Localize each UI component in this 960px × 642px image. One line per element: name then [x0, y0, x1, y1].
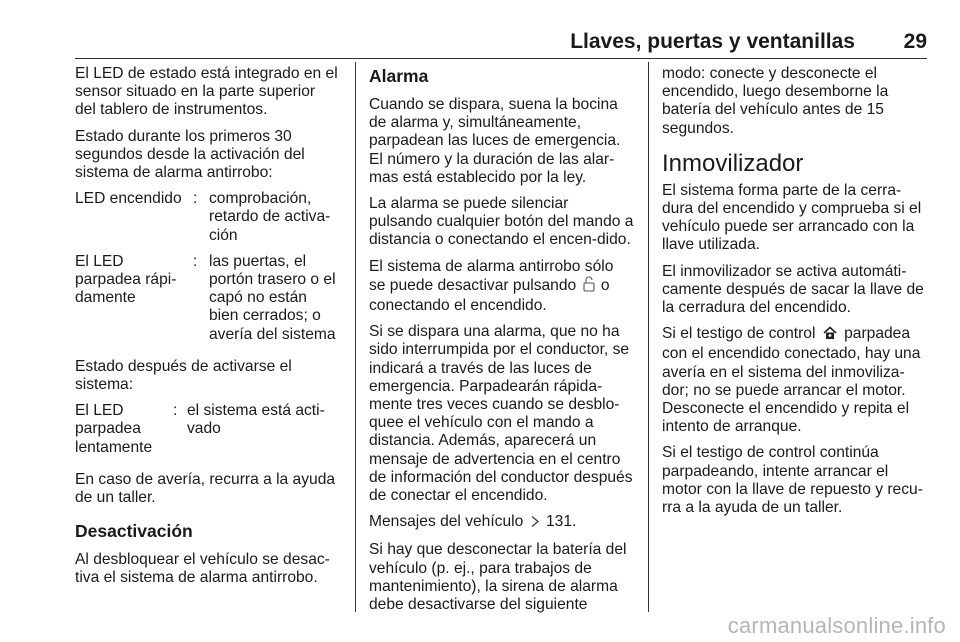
immobilizer-description-paragraph: El sistema forma parte de la cerra-dura del encendido y comprueba si el vehículo puede ser arrancado con la llave utilizada.: [662, 181, 922, 254]
state-term: LED encendido: [75, 190, 182, 208]
column-divider-2: [648, 62, 649, 612]
deactivation-paragraph: Al desbloquear el vehículo se desac-tiva el sistema de alarma antirrobo.: [75, 551, 330, 587]
watermark: carmanualsonline.info: [727, 613, 946, 638]
state-description: comprobación, retardo de activa-ción: [209, 190, 331, 244]
alarm-deactivate-text-a: El sistema de alarma antirrobo sólo se puede desactivar pulsando: [369, 257, 614, 294]
section-title: Llaves, puertas y ventanillas: [570, 30, 855, 53]
alarm-trigger-paragraph: Cuando se dispara, suena la bocina de alarma y, simultáneamente, parpadean las luces de emergencia. El número y la duración de las alar-mas está establecido por la ley.: [369, 96, 621, 186]
heading-alarma: Alarma: [369, 66, 429, 86]
initial-state-paragraph: Estado durante los primeros 30 segundos desde la activación del sistema de alarma antirrobo:: [75, 127, 305, 182]
state-term: El LED parpadea lentamente: [75, 402, 153, 456]
state-term: El LED parpadea rápi-damente: [75, 252, 177, 307]
led-location-paragraph: El LED de estado está integrado en el sensor situado en la parte superior del tablero de instrumentos.: [75, 65, 338, 119]
battery-procedure-paragraph: modo: conecte y desconecte el encendido, luego desemborne la batería del vehículo antes de 15 segundos.: [662, 65, 889, 137]
activated-state-paragraph: Estado después de activarse el sistema:: [75, 357, 292, 394]
column-divider-1: [355, 62, 356, 612]
reference-page-link[interactable]: 131.: [545, 513, 577, 531]
immobilizer-fault-text-a: Si el testigo de control: [662, 325, 816, 343]
immobilizer-fault-paragraph: [662, 325, 927, 436]
fault-paragraph: En caso de avería, recurra a la ayuda de un taller.: [75, 470, 336, 507]
page-number: 29: [903, 30, 927, 53]
battery-disconnect-paragraph: Si hay que desconectar la batería del vehículo (p. ej., para trabajos de mantenimiento), la sirena de alarma debe desactivarse del siguiente: [369, 541, 627, 614]
header-divider: [75, 58, 927, 59]
reference-label: Mensajes del vehículo: [369, 513, 524, 531]
row-gap: [75, 245, 340, 253]
vehicle-messages-reference: [369, 513, 634, 533]
column-1: [75, 65, 340, 596]
page-header: [75, 28, 927, 56]
column-2: [369, 65, 634, 622]
alarm-silence-paragraph: La alarma se puede silenciar pulsando cualquier botón del mando a distancia o conectando el encen-dido.: [369, 195, 634, 249]
separator: :: [173, 402, 178, 420]
activated-state-table: [75, 402, 340, 457]
state-description: las puertas, el portón trasero o el capó no están bien cerrados; o avería del sistema: [209, 252, 336, 343]
heading-desactivacion: Desactivación: [75, 521, 193, 542]
column-3: [662, 65, 927, 525]
immobilizer-persisting-paragraph: Si el testigo de control continúa parpadeando, intente arrancar el motor con la llave de repuesto y recu-rra a la ayuda de un taller.: [662, 444, 923, 517]
initial-state-table: [75, 190, 340, 344]
immobilizer-activation-paragraph: El inmovilizador se activa automáti-camente después de sacar la llave de la cerradura del encendido.: [662, 262, 924, 317]
immobilizer-fault-text-b: parpadea con el encendido conectado, hay una avería en el sistema del inmoviliza-dor; no se puede arrancar el motor. Desconecte el encendido y repita el intento de arranque.: [662, 325, 921, 436]
alarm-deactivate-paragraph: [369, 258, 634, 316]
immobilizer-lamp-icon: [822, 326, 838, 345]
separator: :: [193, 252, 198, 270]
reference-arrow-icon: [530, 515, 540, 533]
alarm-deactivate-text-b: o conectando el encendido.: [369, 276, 610, 315]
state-description: el sistema está acti-vado: [187, 402, 325, 438]
alarm-interrupted-paragraph: Si se dispara una alarma, que no ha sido interrumpida por el conductor, se indicará a través de las luces de emergencia. Parpadearán rápida-mente tres veces cuando se desblo-quee el vehículo con el mando a distancia. Además, aparecerá un mensaje de advertencia en el centro de información del conductor después de conectar el encendido.: [369, 323, 633, 505]
separator: :: [193, 190, 198, 208]
heading-inmovilizador: Inmovilizador: [662, 149, 804, 177]
unlock-icon: [583, 276, 595, 297]
